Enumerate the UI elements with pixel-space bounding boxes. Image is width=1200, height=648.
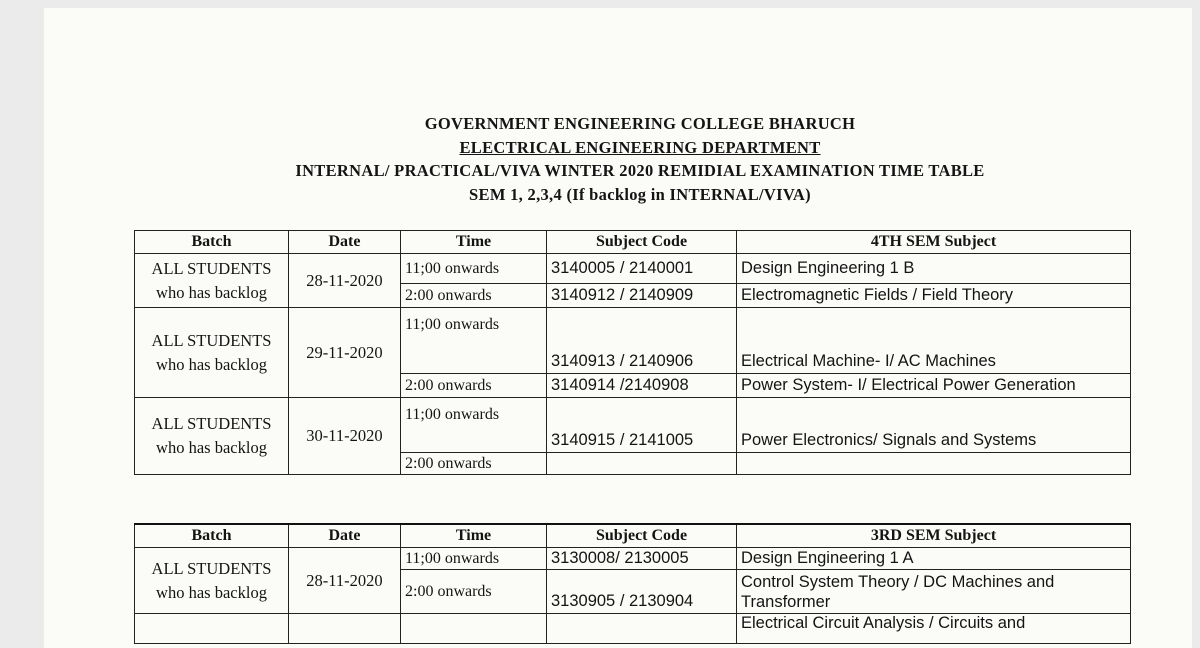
col-date: Date (289, 524, 401, 548)
table-header-row (135, 524, 1131, 548)
batch-cell: ALL STUDENTS who has backlog (135, 254, 289, 308)
date-cell (289, 614, 401, 644)
subject-cell: Power Electronics/ Signals and Systems (737, 398, 1131, 453)
time-cell (401, 614, 547, 644)
date-cell: 29-11-2020 (289, 308, 401, 398)
department-name: ELECTRICAL ENGINEERING DEPARTMENT (459, 138, 821, 157)
time-cell: 2:00 onwards (401, 453, 547, 475)
batch-cell: ALL STUDENTS who has backlog (135, 398, 289, 475)
timetable-3rd-sem (134, 523, 1131, 644)
table-row (135, 254, 1131, 284)
subject-code-cell: 3140005 / 2140001 (547, 254, 737, 284)
table-row (135, 308, 1131, 374)
subject-code-cell: 3130905 / 2130904 (547, 570, 737, 614)
subject-cell: Design Engineering 1 B (737, 254, 1131, 284)
table-row (135, 398, 1131, 453)
col-batch: Batch (135, 524, 289, 548)
col-subject: 4TH SEM Subject (737, 231, 1131, 254)
time-cell: 11;00 onwards (401, 548, 547, 570)
batch-cell: ALL STUDENTS who has backlog (135, 548, 289, 614)
batch-cell: ALL STUDENTS who has backlog (135, 308, 289, 398)
subject-code-cell: 3140915 / 2141005 (547, 398, 737, 453)
subject-cell: Power System- I/ Electrical Power Generation (737, 374, 1131, 398)
subject-cell: Electrical Machine- I/ AC Machines (737, 308, 1131, 374)
col-time: Time (401, 524, 547, 548)
col-subject-code: Subject Code (547, 231, 737, 254)
batch-cell (135, 614, 289, 644)
subject-cell: Control System Theory / DC Machines and Transformer (737, 570, 1131, 614)
subject-cell: Design Engineering 1 A (737, 548, 1131, 570)
time-cell: 11;00 onwards (401, 254, 547, 284)
subject-cell: Electrical Circuit Analysis / Circuits and (737, 614, 1131, 644)
college-name: GOVERNMENT ENGINEERING COLLEGE BHARUCH (424, 114, 856, 133)
exam-title: INTERNAL/ PRACTICAL/VIVA WINTER 2020 REMIDIAL EXAMINATION TIME TABLE (295, 161, 985, 180)
semester-note: SEM 1, 2,3,4 (If backlog in INTERNAL/VIVA) (469, 185, 811, 204)
date-cell: 30-11-2020 (289, 398, 401, 475)
time-cell: 2:00 onwards (401, 284, 547, 308)
time-cell: 2:00 onwards (401, 570, 547, 614)
subject-code-cell (547, 614, 737, 644)
subject-code-cell: 3140914 /2140908 (547, 374, 737, 398)
col-subject-code: Subject Code (547, 524, 737, 548)
subject-cell (737, 453, 1131, 475)
col-date: Date (289, 231, 401, 254)
subject-code-cell: 3140912 / 2140909 (547, 284, 737, 308)
subject-cell: Electromagnetic Fields / Field Theory (737, 284, 1131, 308)
date-cell: 28-11-2020 (289, 254, 401, 308)
table-header-row (135, 231, 1131, 254)
subject-code-cell: 3140913 / 2140906 (547, 308, 737, 374)
time-cell: 11;00 onwards (401, 398, 547, 453)
col-subject: 3RD SEM Subject (737, 524, 1131, 548)
date-cell: 28-11-2020 (289, 548, 401, 614)
col-time: Time (401, 231, 547, 254)
col-batch: Batch (135, 231, 289, 254)
table-row (135, 614, 1131, 644)
subject-code-cell: 3130008/ 2130005 (547, 548, 737, 570)
table-row (135, 548, 1131, 570)
subject-code-cell (547, 453, 737, 475)
time-cell: 2:00 onwards (401, 374, 547, 398)
time-cell: 11;00 onwards (401, 308, 547, 374)
timetable-4th-sem (134, 230, 1131, 475)
